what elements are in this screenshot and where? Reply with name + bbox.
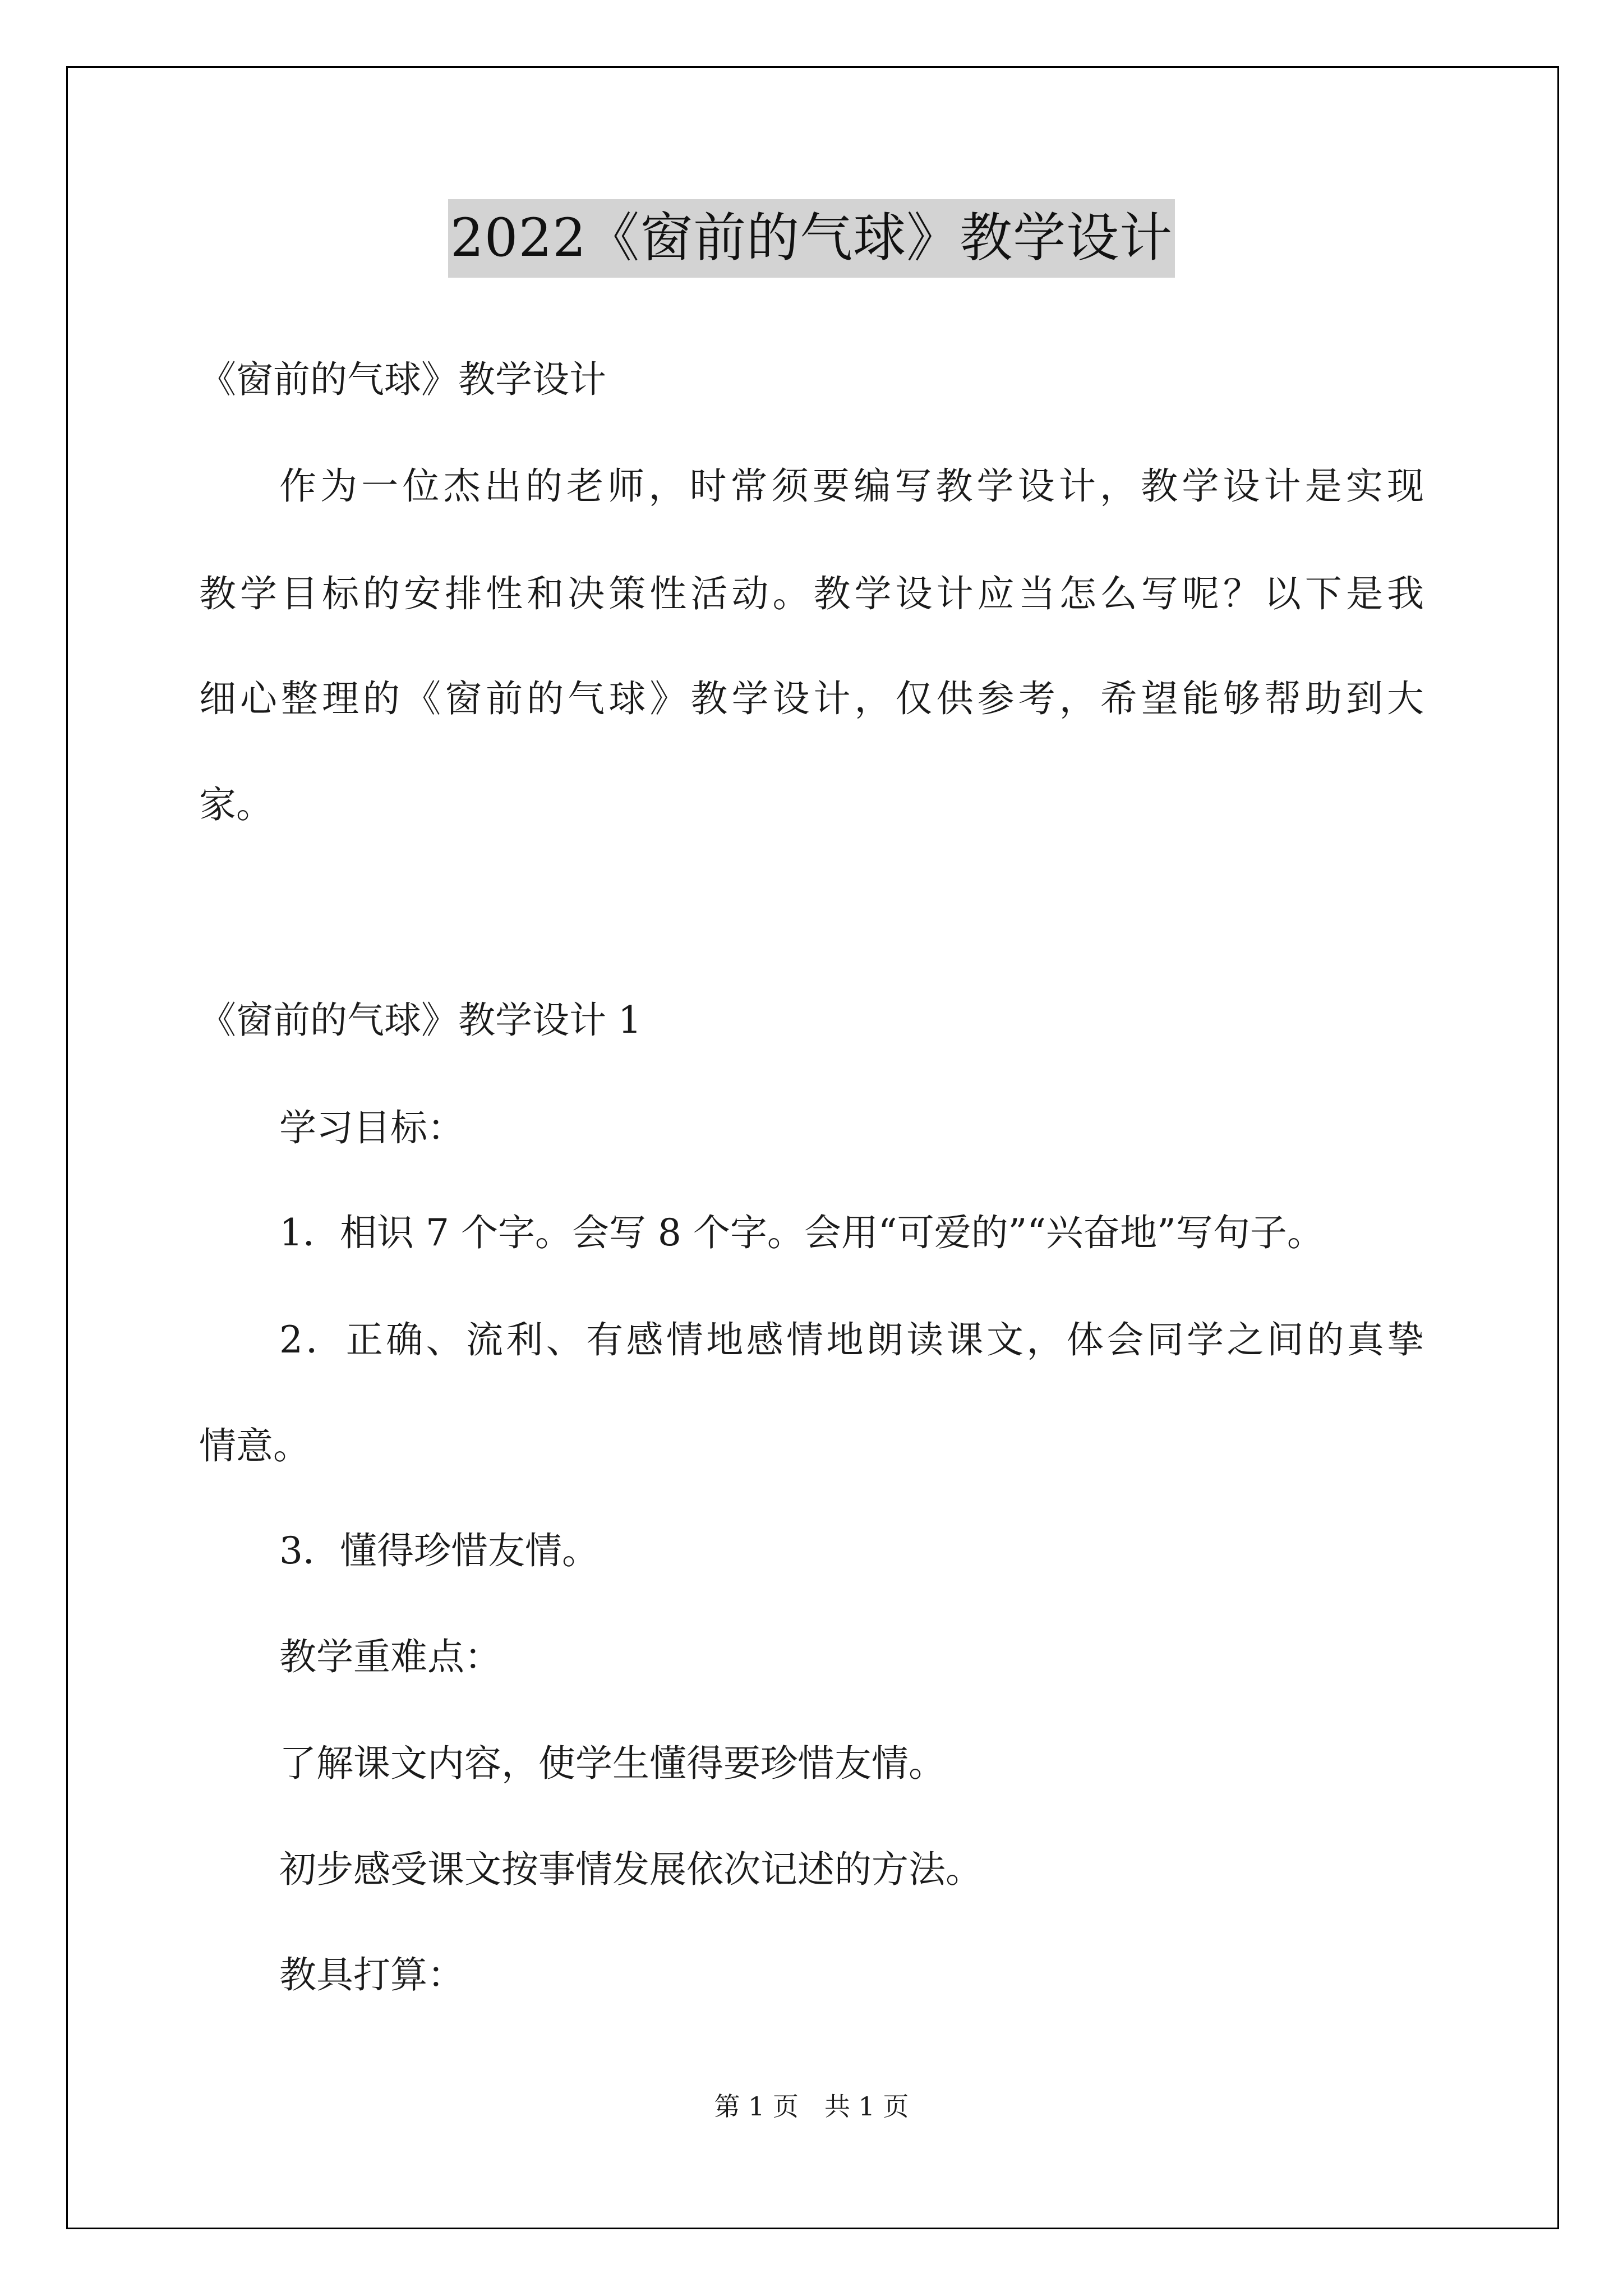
goal-item-continuation: 情意。 xyxy=(199,1424,310,1467)
goal-item: 2．正确、流利、有感情地感情地朗读课文，体会同学之间的真挚 xyxy=(279,1318,1424,1361)
key-points-label: 教学重难点： xyxy=(279,1635,501,1678)
intro-paragraph-line: 细心整理的《窗前的气球》教学设计，仅供参考，希望能够帮助到大 xyxy=(199,677,1424,720)
intro-paragraph-line: 作为一位杰出的老师，时常须要编写教学设计，教学设计是实现 xyxy=(279,464,1424,508)
goal-item: 1．相识 7 个字。会写 8 个字。会用“可爱的”“兴奋地”写句子。 xyxy=(279,1211,1324,1254)
materials-label: 教具打算： xyxy=(279,1953,464,1996)
key-point-item: 了解课文内容，使学生懂得要珍惜友情。 xyxy=(279,1742,946,1785)
document-subtitle: 《窗前的气球》教学设计 xyxy=(199,358,606,401)
intro-paragraph-line: 教学目标的安排性和决策性活动。教学设计应当怎么写呢？以下是我 xyxy=(199,572,1424,615)
title-container xyxy=(0,199,1623,278)
key-point-item: 初步感受课文按事情发展依次记述的方法。 xyxy=(279,1848,983,1891)
document-title: 2022《窗前的气球》教学设计 xyxy=(448,199,1175,278)
section-heading: 《窗前的气球》教学设计 1 xyxy=(199,999,642,1042)
page-footer: 第 1 页 共 1 页 xyxy=(714,2091,909,2122)
goals-label: 学习目标： xyxy=(279,1106,464,1149)
intro-paragraph-line: 家。 xyxy=(199,783,273,826)
goal-item: 3．懂得珍惜友情。 xyxy=(279,1529,599,1572)
